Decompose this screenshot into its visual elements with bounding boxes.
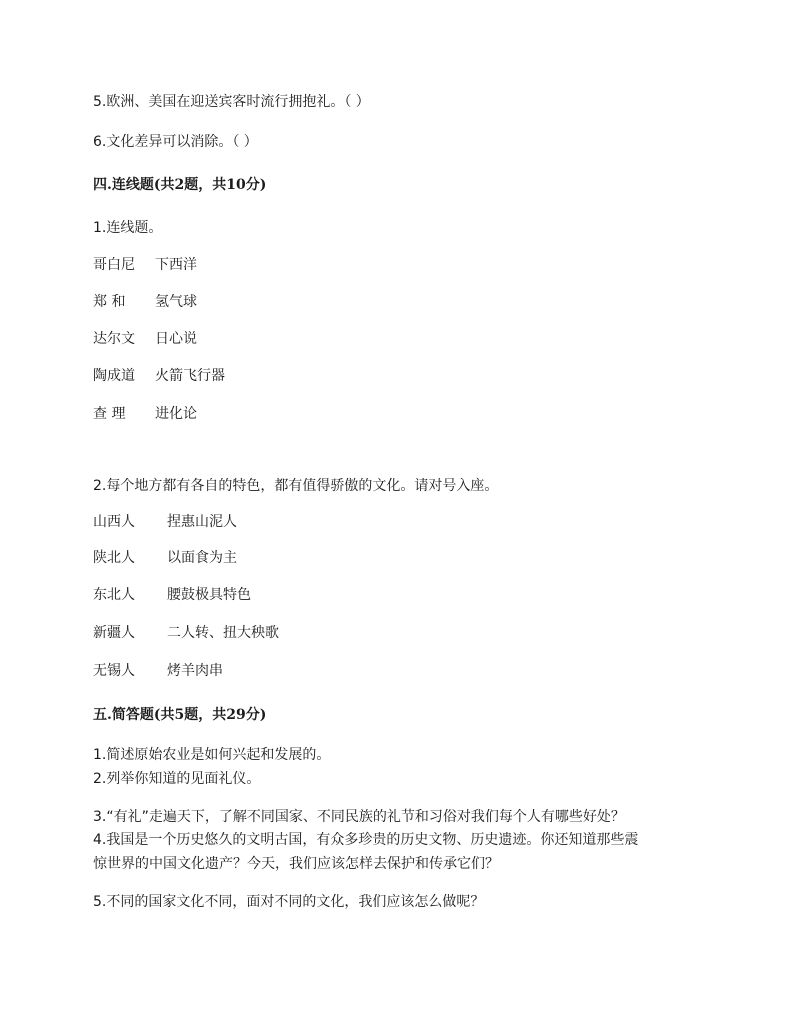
match-right: 腰鼓极具特色	[167, 587, 251, 603]
match-pair	[93, 624, 279, 642]
match-left: 查 理	[93, 406, 126, 422]
question-5-1: 1.简述原始农业是如何兴起和发展的。	[93, 747, 331, 763]
match-right: 捏惠山泥人	[167, 514, 237, 530]
match-right: 以面食为主	[167, 550, 237, 566]
question-5-3: 3.“有礼”走遍天下，了解不同国家、不同民族的礼节和习俗对我们每个人有哪些好处？	[93, 809, 625, 825]
match-pair	[93, 662, 223, 680]
match-left: 新疆人	[93, 625, 135, 641]
match-pair	[93, 586, 251, 604]
match-right: 火箭飞行器	[155, 368, 225, 384]
question-4-1-prompt: 1.连线题。	[93, 220, 163, 236]
match-pair	[93, 405, 197, 423]
match-right: 烤羊肉串	[167, 663, 223, 679]
match-pair	[93, 513, 237, 531]
match-right: 二人转、扭大秧歌	[167, 625, 279, 641]
match-left: 达尔文	[93, 331, 135, 347]
question-5-4-line-2: 惊世界的中国文化遗产？今天，我们应该怎样去保护和传承它们？	[93, 856, 499, 872]
match-right: 氢气球	[155, 294, 197, 310]
match-left: 山西人	[93, 514, 135, 530]
match-left: 陕北人	[93, 550, 135, 566]
section-4-heading: 四.连线题(共2题，共10分)	[93, 177, 267, 193]
match-left: 郑 和	[93, 294, 126, 310]
question-5-2: 2.列举你知道的见面礼仪。	[93, 771, 261, 787]
match-right: 下西洋	[155, 257, 197, 273]
match-left: 陶成道	[93, 368, 135, 384]
question-3-6: 6.文化差异可以消除。（ ）	[93, 134, 258, 150]
match-pair	[93, 293, 197, 311]
match-pair	[93, 549, 237, 567]
match-pair	[93, 256, 197, 274]
match-left: 无锡人	[93, 663, 135, 679]
question-3-5: 5.欧洲、美国在迎送宾客时流行拥抱礼。（ ）	[93, 94, 370, 110]
question-4-2-prompt: 2.每个地方都有各自的特色，都有值得骄傲的文化。请对号入座。	[93, 478, 499, 494]
match-pair	[93, 330, 197, 348]
match-right: 进化论	[155, 406, 197, 422]
question-5-5: 5.不同的国家文化不同，面对不同的文化，我们应该怎么做呢？	[93, 894, 485, 910]
match-left: 哥白尼	[93, 257, 135, 273]
match-pair	[93, 367, 225, 385]
question-5-4-line-1: 4.我国是一个历史悠久的文明古国，有众多珍贵的历史文物、历史遗迹。你还知道那些震	[93, 832, 639, 848]
match-left: 东北人	[93, 587, 135, 603]
match-right: 日心说	[155, 331, 197, 347]
section-5-heading: 五.简答题(共5题，共29分)	[93, 707, 267, 723]
